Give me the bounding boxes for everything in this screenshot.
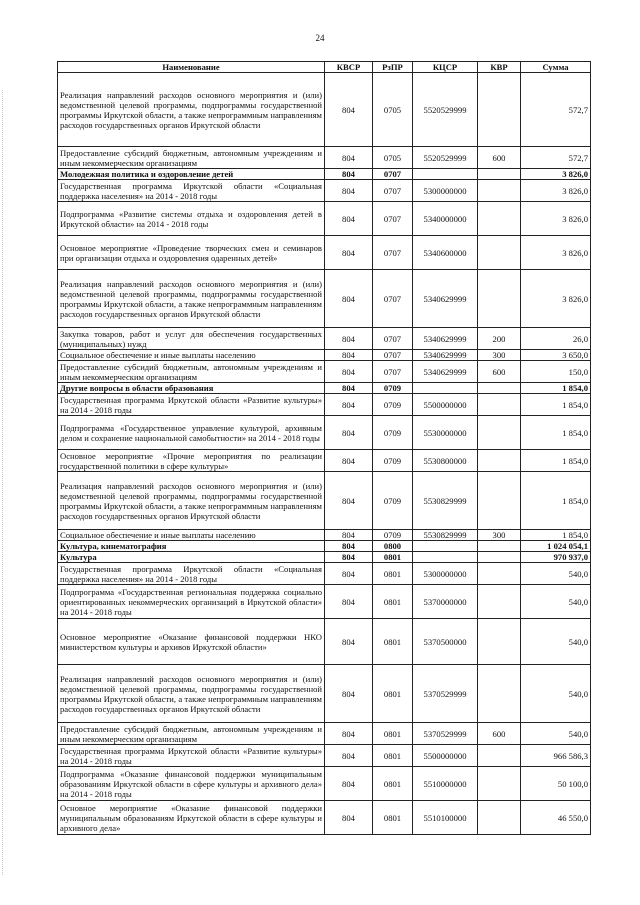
table-row (58, 745, 591, 767)
cell-sum: 1 854,0 (521, 383, 591, 394)
cell-rzpr: 0707 (373, 361, 413, 383)
table-row (58, 202, 591, 236)
cell-kvr (478, 563, 521, 585)
cell-name: Предоставление субсидий бюджетным, автономным учреждениям и иным некоммерческим организациям (58, 723, 325, 745)
table-row (58, 180, 591, 202)
cell-name: Социальное обеспечение и иные выплаты населению (58, 530, 325, 541)
cell-rzpr: 0709 (373, 450, 413, 472)
cell-kvr (478, 416, 521, 450)
cell-kvsr: 804 (325, 530, 373, 541)
cell-sum: 1 024 054,1 (521, 541, 591, 552)
cell-name: Основное мероприятие «Оказание финансовой поддержки НКО министерством культуры и архивов Иркутской области» (58, 619, 325, 665)
cell-rzpr: 0801 (373, 723, 413, 745)
table-row (58, 563, 591, 585)
cell-kvsr: 804 (325, 665, 373, 723)
cell-kvsr: 804 (325, 416, 373, 450)
cell-rzpr: 0709 (373, 383, 413, 394)
cell-rzpr: 0707 (373, 236, 413, 270)
header-kvsr: КВСР (325, 62, 373, 73)
cell-name: Подпрограмма «Оказание финансовой поддержки муниципальным образованиям Иркутской области в сфере культуры и архивного дела» на 2014 - 2018 годы (58, 767, 325, 801)
cell-rzpr: 0800 (373, 541, 413, 552)
cell-kvsr: 804 (325, 147, 373, 169)
table-row (58, 585, 591, 619)
table-row (58, 361, 591, 383)
cell-kvsr: 804 (325, 619, 373, 665)
cell-name: Социальное обеспечение и иные выплаты населению (58, 350, 325, 361)
cell-kcsr: 5530829999 (413, 472, 478, 530)
header-name: Наименование (58, 62, 325, 73)
cell-rzpr: 0707 (373, 169, 413, 180)
page-number: 24 (315, 33, 325, 43)
section-row (58, 541, 591, 552)
cell-sum: 1 854,0 (521, 472, 591, 530)
cell-name: Культура, кинематография (58, 541, 325, 552)
cell-name: Государственная программа Иркутской области «Развитие культуры» на 2014 - 2018 годы (58, 394, 325, 416)
cell-kvsr: 804 (325, 541, 373, 552)
cell-kcsr: 5340629999 (413, 361, 478, 383)
cell-kcsr: 5300000000 (413, 563, 478, 585)
cell-name: Основное мероприятие «Прочие мероприятия по реализации государственной политики в сфере культуры» (58, 450, 325, 472)
cell-kcsr: 5300000000 (413, 180, 478, 202)
cell-kvr (478, 394, 521, 416)
cell-kcsr: 5340629999 (413, 270, 478, 328)
cell-name: Подпрограмма «Государственное управление культурой, архивным делом и сохранение национальной самобытности» на 2014 - 2018 годы (58, 416, 325, 450)
cell-sum: 50 100,0 (521, 767, 591, 801)
cell-kvsr: 804 (325, 472, 373, 530)
cell-kvsr: 804 (325, 801, 373, 835)
cell-rzpr: 0705 (373, 147, 413, 169)
cell-sum: 150,0 (521, 361, 591, 383)
cell-kcsr: 5510100000 (413, 801, 478, 835)
cell-name: Реализация направлений расходов основного мероприятия и (или) ведомственной целевой программы, подпрограммы государственной программы Иркутской области, а также непрограммным направлениям расходов государственных органов Иркутской области (58, 270, 325, 328)
cell-kvsr: 804 (325, 745, 373, 767)
cell-kvsr: 804 (325, 361, 373, 383)
cell-sum: 572,7 (521, 73, 591, 147)
cell-kcsr: 5520529999 (413, 73, 478, 147)
cell-sum: 3 826,0 (521, 169, 591, 180)
cell-name: Закупка товаров, работ и услуг для обеспечения государственных (муниципальных) нужд (58, 328, 325, 350)
cell-sum: 3 826,0 (521, 202, 591, 236)
cell-kcsr: 5520529999 (413, 147, 478, 169)
table-row (58, 73, 591, 147)
table-row (58, 270, 591, 328)
cell-sum: 540,0 (521, 563, 591, 585)
cell-kcsr: 5370529999 (413, 723, 478, 745)
table-body (58, 73, 591, 835)
cell-name: Реализация направлений расходов основного мероприятия и (или) ведомственной целевой программы, подпрограммы государственной программы Иркутской области, а также непрограммным направлениям расходов государственных органов Иркутской области (58, 73, 325, 147)
cell-kvr (478, 745, 521, 767)
table-row (58, 350, 591, 361)
cell-kvr: 200 (478, 328, 521, 350)
cell-name: Государственная программа Иркутской области «Социальная поддержка населения» на 2014 - 2018 годы (58, 180, 325, 202)
cell-kvsr: 804 (325, 270, 373, 328)
cell-name: Подпрограмма «Развитие системы отдыха и оздоровления детей в Иркутской области» на 2014 - 2018 годы (58, 202, 325, 236)
cell-sum: 3 650,0 (521, 350, 591, 361)
cell-kcsr: 5510000000 (413, 767, 478, 801)
cell-rzpr: 0801 (373, 665, 413, 723)
header-sum: Сумма (521, 62, 591, 73)
cell-kcsr: 5370529999 (413, 665, 478, 723)
table-row (58, 394, 591, 416)
cell-kcsr: 5530000000 (413, 416, 478, 450)
cell-name: Основное мероприятие «Проведение творческих смен и семинаров при организации отдыха и оздоровления одаренных детей» (58, 236, 325, 270)
cell-sum: 3 826,0 (521, 180, 591, 202)
cell-rzpr: 0709 (373, 394, 413, 416)
table-row (58, 801, 591, 835)
cell-rzpr: 0801 (373, 745, 413, 767)
scan-margin-dots (2, 90, 5, 875)
cell-name: Государственная программа Иркутской области «Социальная поддержка населения» на 2014 - 2018 годы (58, 563, 325, 585)
cell-rzpr: 0709 (373, 472, 413, 530)
table-row (58, 665, 591, 723)
cell-kcsr: 5340629999 (413, 328, 478, 350)
cell-sum: 966 586,3 (521, 745, 591, 767)
cell-kvr (478, 472, 521, 530)
cell-kvr: 600 (478, 723, 521, 745)
cell-kvsr: 804 (325, 767, 373, 801)
cell-kvr (478, 541, 521, 552)
cell-name: Предоставление субсидий бюджетным, автономным учреждениям и иным некоммерческим организациям (58, 147, 325, 169)
cell-name: Реализация направлений расходов основного мероприятия и (или) ведомственной целевой программы, подпрограммы государственной программы Иркутской области, а также непрограммным направлениям расходов государственных органов Иркутской области (58, 472, 325, 530)
cell-kcsr: 5340000000 (413, 202, 478, 236)
cell-kvr (478, 169, 521, 180)
section-row (58, 169, 591, 180)
cell-sum: 1 854,0 (521, 416, 591, 450)
cell-kvsr: 804 (325, 394, 373, 416)
cell-kcsr: 5340600000 (413, 236, 478, 270)
cell-rzpr: 0707 (373, 328, 413, 350)
cell-kcsr (413, 383, 478, 394)
cell-sum: 970 937,0 (521, 552, 591, 563)
cell-sum: 540,0 (521, 723, 591, 745)
cell-kvr (478, 202, 521, 236)
cell-kvsr: 804 (325, 563, 373, 585)
cell-kvr (478, 767, 521, 801)
cell-rzpr: 0801 (373, 563, 413, 585)
cell-kvsr: 804 (325, 552, 373, 563)
table-row (58, 472, 591, 530)
cell-kvsr: 804 (325, 73, 373, 147)
cell-kvr (478, 585, 521, 619)
table-row (58, 450, 591, 472)
cell-kvr (478, 801, 521, 835)
cell-kvsr: 804 (325, 202, 373, 236)
cell-kcsr: 5500000000 (413, 745, 478, 767)
table-row (58, 236, 591, 270)
cell-sum: 26,0 (521, 328, 591, 350)
cell-kcsr: 5530800000 (413, 450, 478, 472)
cell-rzpr: 0801 (373, 767, 413, 801)
cell-kvr (478, 552, 521, 563)
cell-kcsr: 5500000000 (413, 394, 478, 416)
cell-kvsr: 804 (325, 450, 373, 472)
cell-sum: 3 826,0 (521, 236, 591, 270)
cell-kvr (478, 236, 521, 270)
cell-kvr (478, 270, 521, 328)
cell-sum: 1 854,0 (521, 450, 591, 472)
cell-rzpr: 0707 (373, 350, 413, 361)
cell-name: Другие вопросы в области образования (58, 383, 325, 394)
cell-rzpr: 0709 (373, 530, 413, 541)
cell-kcsr: 5370000000 (413, 585, 478, 619)
cell-sum: 540,0 (521, 585, 591, 619)
cell-sum: 540,0 (521, 619, 591, 665)
cell-kvr (478, 73, 521, 147)
cell-kcsr: 5340629999 (413, 350, 478, 361)
cell-kvr (478, 383, 521, 394)
cell-name: Культура (58, 552, 325, 563)
cell-kvr: 600 (478, 361, 521, 383)
cell-name: Предоставление субсидий бюджетным, автономным учреждениям и иным некоммерческим организациям (58, 361, 325, 383)
cell-sum: 1 854,0 (521, 530, 591, 541)
table-row (58, 416, 591, 450)
cell-name: Подпрограмма «Государственная региональная поддержка социально ориентированных некоммерческих организаций в Иркутской области» на 2014 - 2018 годы (58, 585, 325, 619)
cell-kvsr: 804 (325, 383, 373, 394)
cell-kvsr: 804 (325, 723, 373, 745)
table-row (58, 530, 591, 541)
budget-table (57, 61, 591, 835)
cell-rzpr: 0801 (373, 552, 413, 563)
table-row (58, 147, 591, 169)
cell-rzpr: 0801 (373, 801, 413, 835)
cell-kvsr: 804 (325, 328, 373, 350)
cell-sum: 46 550,0 (521, 801, 591, 835)
cell-kcsr (413, 169, 478, 180)
cell-rzpr: 0801 (373, 619, 413, 665)
cell-name: Молодежная политика и оздоровление детей (58, 169, 325, 180)
cell-rzpr: 0707 (373, 270, 413, 328)
cell-kvr: 300 (478, 530, 521, 541)
table-row (58, 723, 591, 745)
table-row (58, 767, 591, 801)
cell-name: Основное мероприятие «Оказание финансовой поддержки муниципальным образованиям Иркутской области в сфере культуры и архивного дела» (58, 801, 325, 835)
cell-kvr: 300 (478, 350, 521, 361)
table-row (58, 619, 591, 665)
cell-kvsr: 804 (325, 350, 373, 361)
cell-kvsr: 804 (325, 169, 373, 180)
cell-kcsr: 5530829999 (413, 530, 478, 541)
cell-sum: 3 826,0 (521, 270, 591, 328)
section-row (58, 552, 591, 563)
cell-rzpr: 0705 (373, 73, 413, 147)
cell-rzpr: 0709 (373, 416, 413, 450)
section-row (58, 383, 591, 394)
cell-kvsr: 804 (325, 236, 373, 270)
cell-kvsr: 804 (325, 585, 373, 619)
table-row (58, 328, 591, 350)
cell-kvr: 600 (478, 147, 521, 169)
cell-kcsr: 5370500000 (413, 619, 478, 665)
cell-rzpr: 0801 (373, 585, 413, 619)
cell-kcsr (413, 541, 478, 552)
cell-kvsr: 804 (325, 180, 373, 202)
cell-kvr (478, 450, 521, 472)
cell-sum: 540,0 (521, 665, 591, 723)
cell-kvr (478, 180, 521, 202)
table-header-row (58, 62, 591, 73)
cell-rzpr: 0707 (373, 180, 413, 202)
header-kvr: КВР (478, 62, 521, 73)
cell-name: Государственная программа Иркутской области «Развитие культуры» на 2014 - 2018 годы (58, 745, 325, 767)
header-kcsr: КЦСР (413, 62, 478, 73)
cell-kcsr (413, 552, 478, 563)
cell-sum: 572,7 (521, 147, 591, 169)
cell-kvr (478, 619, 521, 665)
cell-name: Реализация направлений расходов основного мероприятия и (или) ведомственной целевой программы, подпрограммы государственной программы Иркутской области, а также непрограммным направлениям расходов государственных органов Иркутской области (58, 665, 325, 723)
header-rzpr: РзПР (373, 62, 413, 73)
cell-rzpr: 0707 (373, 202, 413, 236)
cell-kvr (478, 665, 521, 723)
cell-sum: 1 854,0 (521, 394, 591, 416)
